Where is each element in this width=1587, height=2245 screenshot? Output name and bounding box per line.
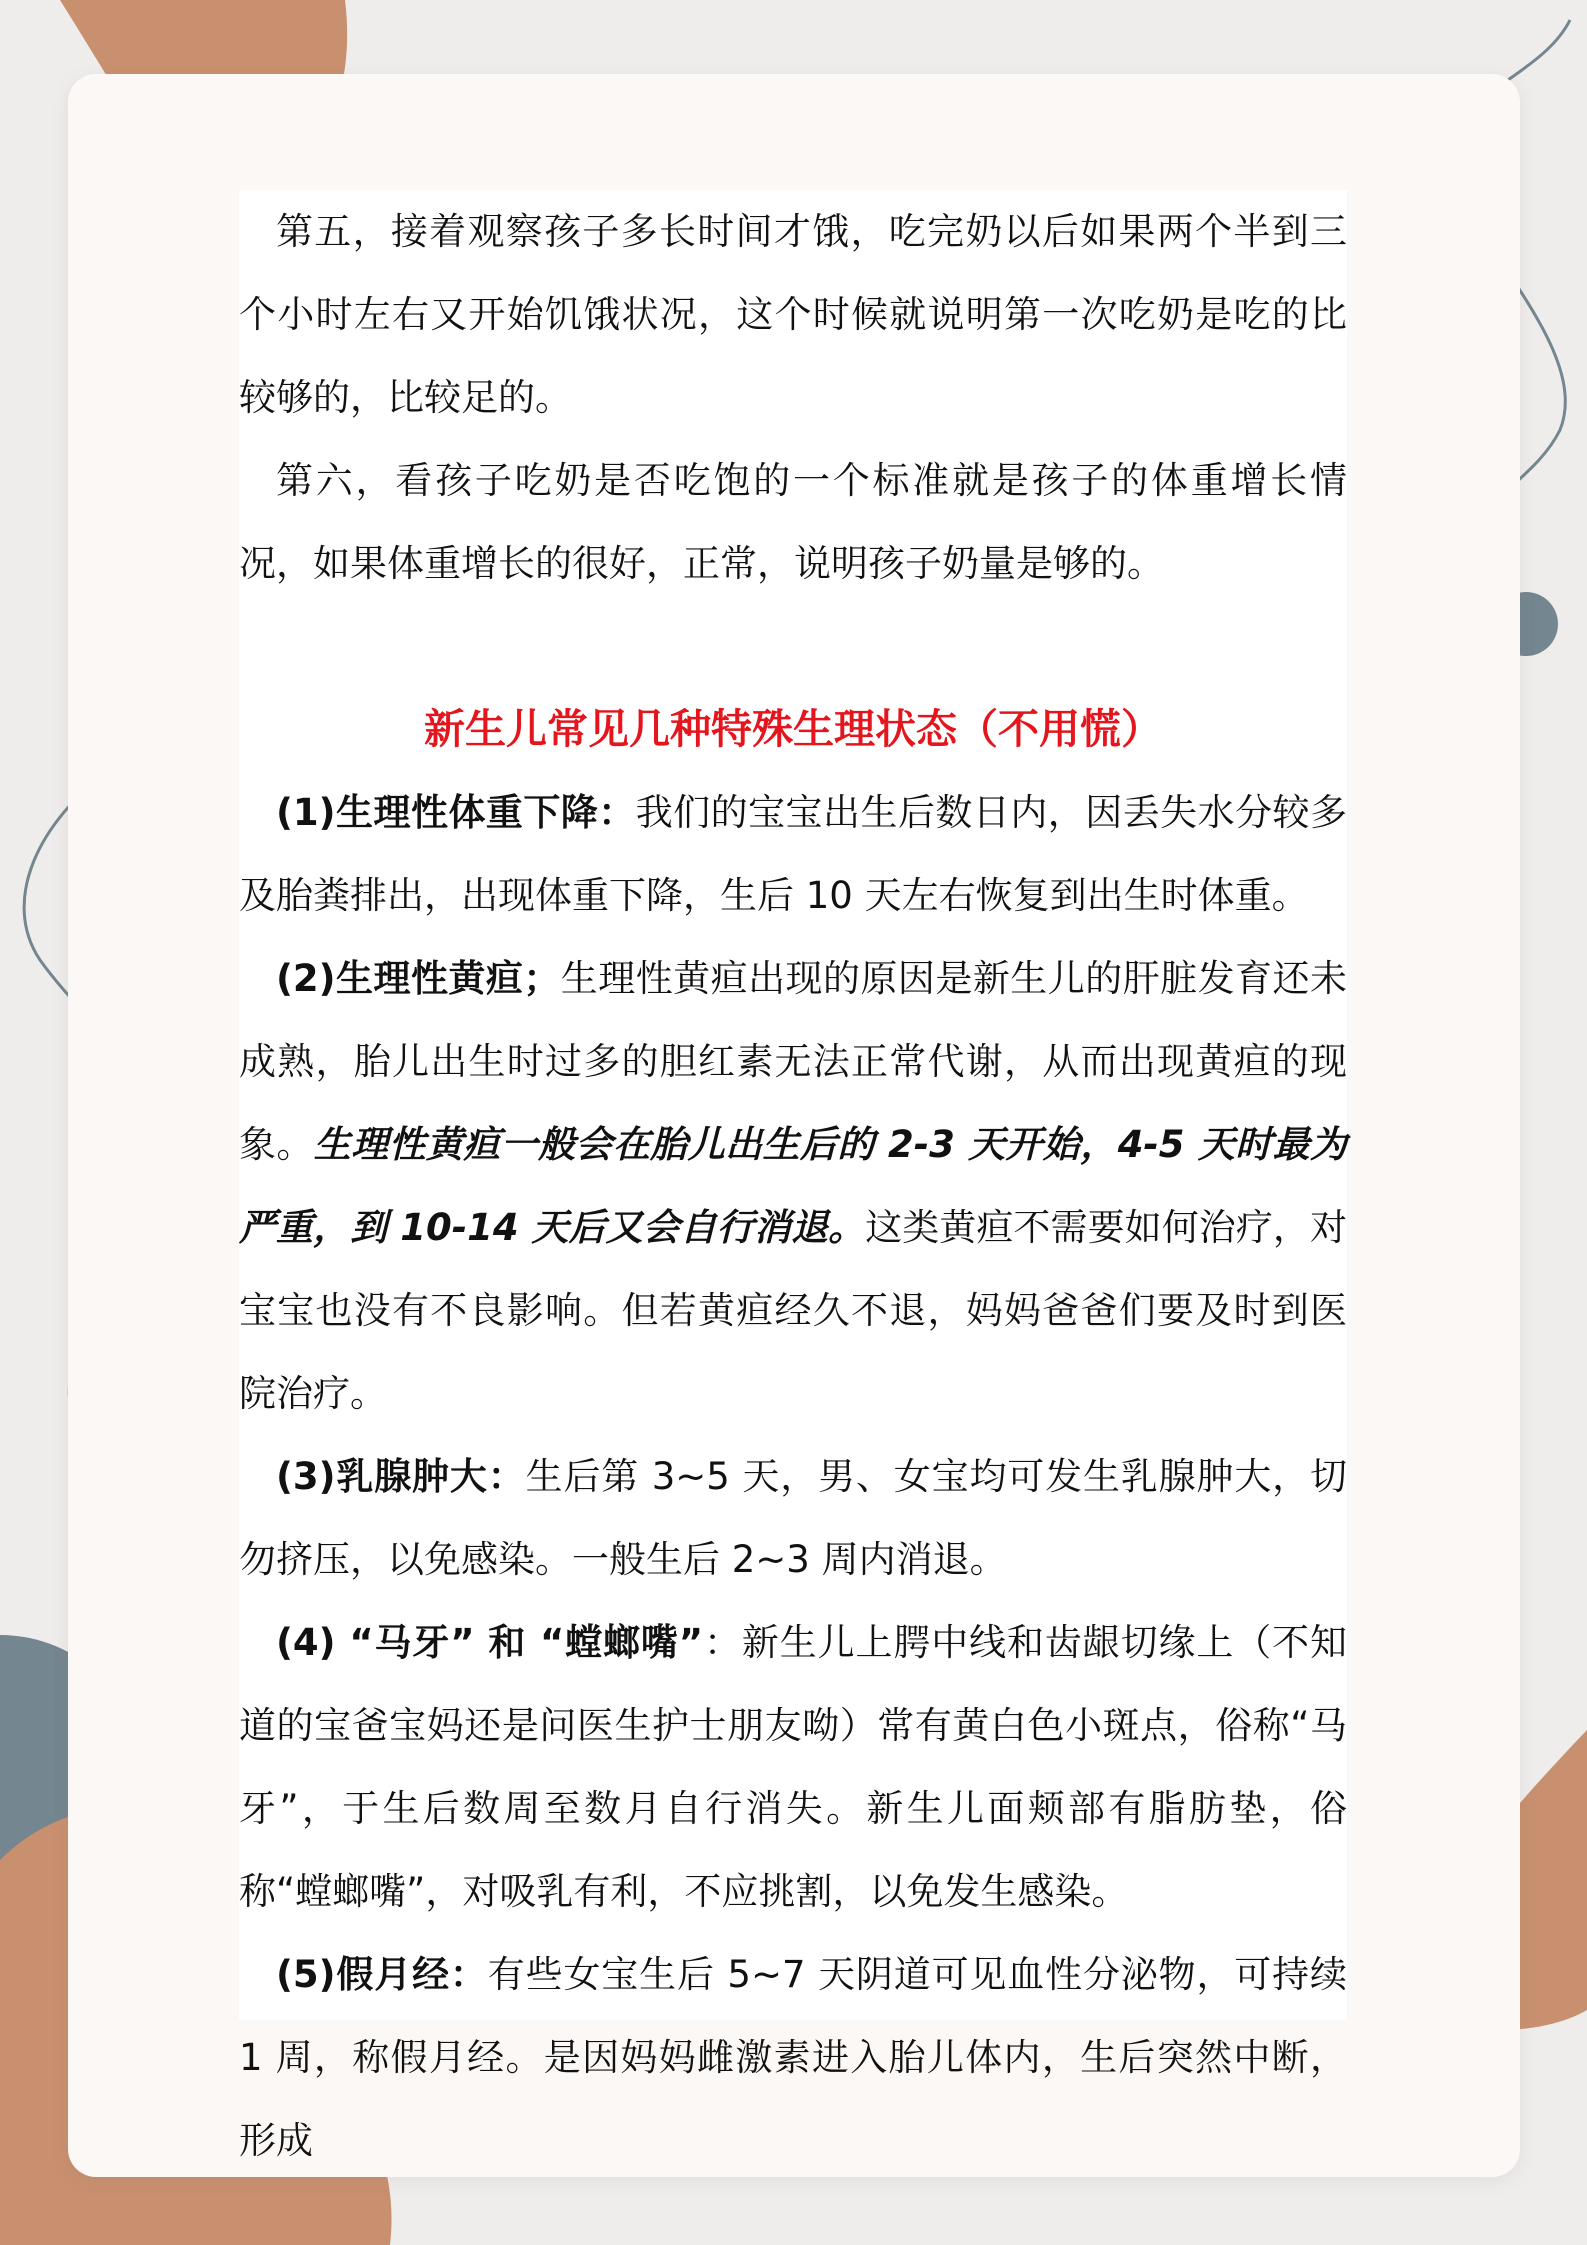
item-label: (1)生理性体重下降： (276, 791, 636, 834)
item-text: ：新生儿上腭中线和齿龈切缘上（不知道的宝爸宝妈还是问医生护士朋友呦）常有黄白色小斑点，俗称“马牙”，于生后数周至数月自行消失。新生儿面颊部有脂肪垫，俗称“螳螂嘴”，对吸乳有利，不应挑割，以免发生感染。 (239, 1621, 1347, 1913)
item-text-2: 这类黄疸不需要如何治疗，对宝宝也没有不良影响。但若黄疸经久不退，妈妈爸爸们要及时到医院治疗。 (239, 1206, 1347, 1415)
item-label: (3)乳腺肿大： (276, 1455, 526, 1498)
item-label: (4) “马牙” 和 “螳螂嘴” (276, 1621, 704, 1664)
item-text: 生后第 3~5 天，男、女宝均可发生乳腺肿大，切勿挤压，以免感染。一般生后 2~3 周内消退。 (239, 1455, 1347, 1581)
item-text: 生理性黄疸出现的原因是新生儿的肝脏发育还未成熟，胎儿出生时过多的胆红素无法正常代谢，从而出现黄疸的现象。 (239, 957, 1347, 1166)
paragraph-sixth: 第六，看孩子吃奶是否吃饱的一个标准就是孩子的体重增长情况，如果体重增长的很好，正常，说明孩子奶量是够的。 (239, 459, 1347, 585)
paragraph-fifth: 第五，接着观察孩子多长时间才饿，吃完奶以后如果两个半到三个小时左右又开始饥饿状况，这个时候就说明第一次吃奶是吃的比较够的，比较足的。 (239, 210, 1347, 419)
item-emphasis: 生理性黄疸一般会在胎儿出生后的 2-3 天开始，4-5 天时最为严重，到 10-14 天后又会自行消退。 (239, 1123, 1347, 1249)
item-breast-swelling (239, 1435, 1347, 1601)
item-weight-loss (239, 771, 1347, 937)
item-jaundice (239, 937, 1347, 1435)
item-label: (5)假月经： (276, 1953, 488, 1996)
item-text: 我们的宝宝出生后数日内，因丢失水分较多及胎粪排出，出现体重下降，生后 10 天左右恢复到出生时体重。 (239, 791, 1347, 917)
section-title: 新生儿常见几种特殊生理状态（不用慌） (424, 705, 1162, 753)
document-content (239, 190, 1347, 2162)
item-text: 有些女宝生后 5~7 天阴道可见血性分泌物，可持续 1 周，称假月经。是因妈妈雌激素进入胎儿体内，生后突然中断，形成 (239, 1953, 1347, 2162)
item-pseudo-menstruation (239, 1933, 1347, 2182)
item-horse-teeth (239, 1601, 1347, 1933)
item-label: (2)生理性黄疸； (276, 957, 561, 1000)
